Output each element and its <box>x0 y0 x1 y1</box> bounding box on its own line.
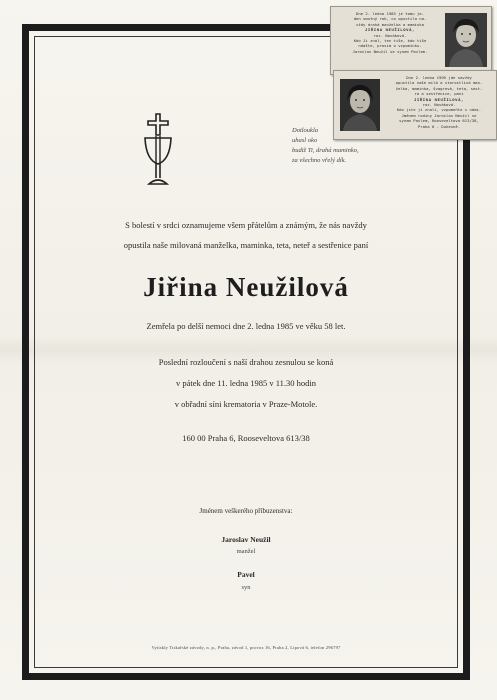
clipping-line: Jménem rodiny Jaroslav Neužil se <box>401 112 477 118</box>
clipping-name: JIŘINA NEUŽILOVÁ, <box>413 96 465 102</box>
clipping-line: roz. Nováková. <box>422 102 456 108</box>
clipping-name: JIŘINA NEUŽILOVÁ, <box>364 27 416 33</box>
funeral-line: v obřadní síni krematoria v Praze-Motole. <box>174 399 318 409</box>
death-statement: Zemřela po delší nemoci dne 2. ledna 1985 ve věku 58 let. <box>146 321 346 331</box>
newspaper-clipping <box>333 70 497 140</box>
deceased-name: Jiřina Neužilová <box>143 272 349 302</box>
family-address: 160 00 Praha 6, Rooseveltova 613/38 <box>182 433 310 443</box>
relative-role: syn <box>241 584 251 591</box>
relative-name: Jaroslav Neužil <box>221 535 271 544</box>
announcement-intro <box>34 215 458 255</box>
portrait-photo <box>445 13 487 67</box>
clipping-line: ra a sestřenice, paní <box>414 91 464 97</box>
poem-line: za všechno vřelý dík. <box>292 157 347 164</box>
funeral-line: v pátek dne 11. ledna 1985 v 11.30 hodin <box>175 378 317 388</box>
printer-imprint: Vytiskly Tiskařské závody, n. p., Praha, závod 1, provoz 16, Praha 2, Lipová 6, telefon 296797 <box>151 645 341 650</box>
clipping-line: Dne 2. ledna 1985 je tomu je- <box>356 11 424 16</box>
funeral-line: Poslední rozloučení s naší drahou zesnulou se koná <box>158 357 334 367</box>
clipping-line: želka, maminka, švagrová, teta, sest- <box>395 85 483 91</box>
poem-line: budiž Ti, drahá maminko, <box>292 147 359 154</box>
poem-line: uhasl oko <box>292 137 318 144</box>
poem-line: Dotloukla <box>292 127 318 134</box>
newspaper-clipping <box>330 6 492 75</box>
funeral-details <box>34 352 458 415</box>
clipping-line: Kdo jste ji znali, vzpomeňte s námi. <box>396 107 482 113</box>
clipping-line: Jaroslav Neužil se synem Pavlem. <box>352 48 428 54</box>
clipping-text <box>335 11 445 54</box>
portrait-photo <box>340 79 380 131</box>
intro-line: S bolestí v srdci oznamujeme všem přátelům a známým, že nás navždy <box>125 220 367 230</box>
clipping-line: den smutný rok, co opustila na- <box>353 16 427 22</box>
clipping-line: vždy drahá manželka a maminka <box>356 21 424 27</box>
clipping-text <box>384 75 494 129</box>
family-heading: Jménem veškerého příbuzenstva: <box>199 507 293 515</box>
relative-role: manžel <box>236 548 256 555</box>
intro-line: opustila naše milovaná manželka, maminka, teta, neteř a sestřenice paní <box>123 240 369 250</box>
clipping-line: Praha 6 - Dukenně. <box>417 123 461 129</box>
clipping-line: opustila naše milá a starostlivá man- <box>395 80 483 86</box>
clipping-line: ndašte, prosim o vzpomínku. <box>358 43 422 49</box>
cross-chalice-icon <box>140 112 176 188</box>
relative-name: Pavel <box>237 570 255 579</box>
clipping-line: synem Pavlem, Rooseveltova 613/38, <box>399 118 479 124</box>
clipping-line: roz. Nováková. <box>373 32 407 38</box>
clipping-line: Kdo Ji znal, ten tiše, kdo tiše <box>353 38 427 44</box>
clipping-line: Dne 2. ledna 1995 jde navždy <box>406 75 472 80</box>
